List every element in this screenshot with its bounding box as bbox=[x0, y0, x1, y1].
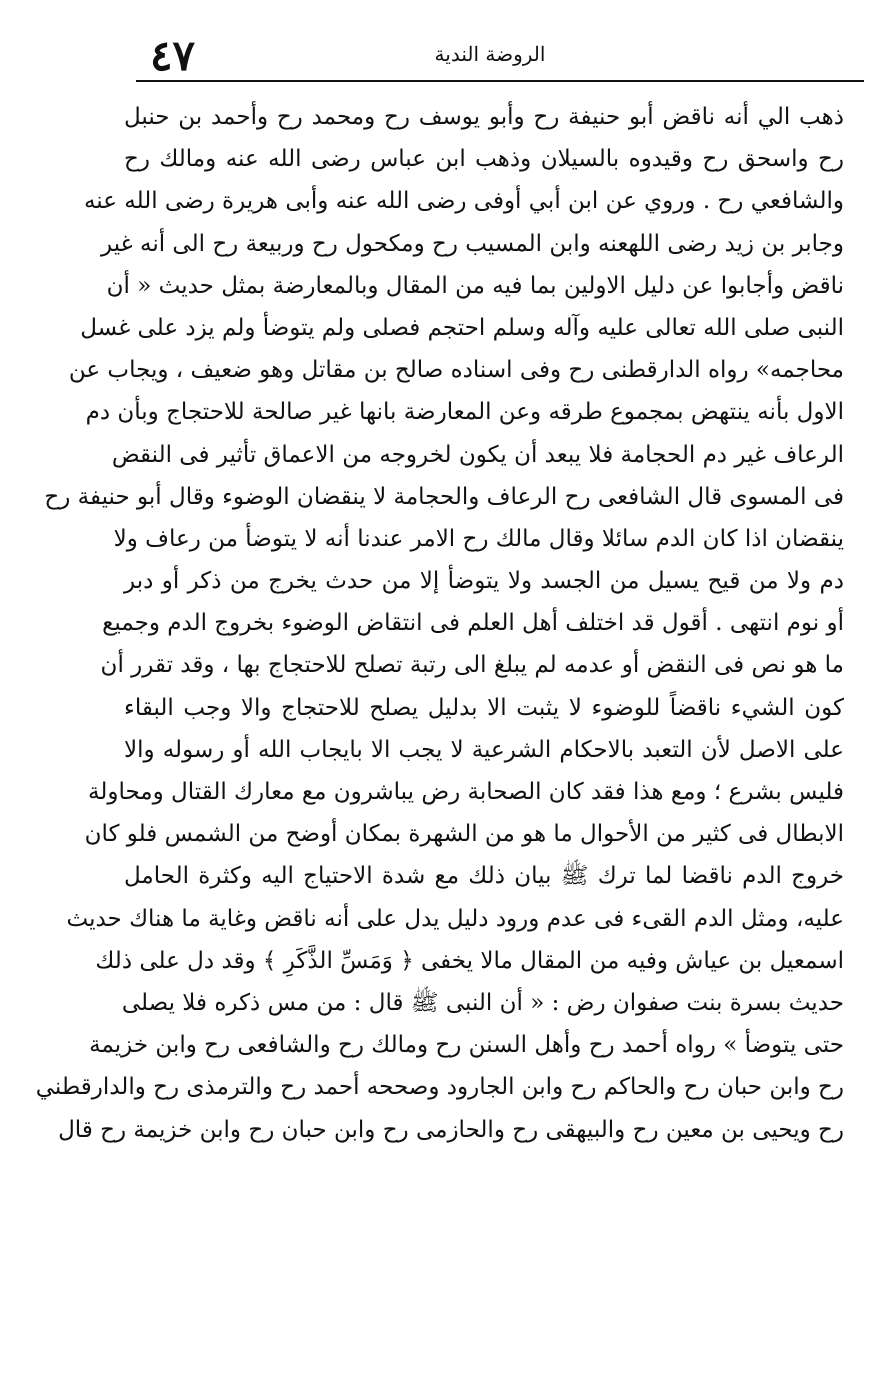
text-line: وجابر بن زيد رضى اللهعنه وابن المسيب رح ومكحول رح وربيعة رح الى أنه غير bbox=[101, 230, 844, 257]
text-line: خروج الدم ناقضا لما ترك ﷺ بيان ذلك مع شدة الاحتياج اليه وكثرة الحامل bbox=[124, 863, 844, 890]
text-line: ما هو نص فى النقض أو عدمه لم يبلغ الى رتبة تصلح للاحتجاج بها ، وقد تقرر أن bbox=[100, 652, 844, 679]
text-line: ينقضان اذا كان الدم سائلا وقال مالك رح الامر عندنا أنه لا يتوضأ من رعاف ولا bbox=[113, 525, 844, 552]
page-header bbox=[100, 30, 860, 82]
running-title: الروضة الندية bbox=[434, 42, 546, 66]
text-line: الاول بأنه ينتهض بمجموع طرقه وعن المعارضة بانها غير صالحة للاحتجاج وبأن دم bbox=[85, 399, 844, 426]
body-text bbox=[35, 96, 844, 1151]
text-line: كون الشيء ناقضاً للوضوء لا يثبت الا بدليل يصلح للاحتجاج والا وجب البقاء bbox=[124, 694, 844, 721]
text-line: النبى صلى الله تعالى عليه وآله وسلم احتجم فصلى ولم يتوضأ ولم يزد على غسل bbox=[80, 314, 844, 341]
page-number: ٤٧ bbox=[150, 31, 196, 80]
text-line: رح واسحق رح وقيدوه بالسيلان وذهب ابن عباس رضى الله عنه ومالك رح bbox=[124, 146, 844, 173]
text-line: ناقض وأجابوا عن دليل الاولين بما فيه من المقال وبالمعارضة بمثل حديث « أن bbox=[106, 272, 844, 299]
text-line: رح ويحيى بن معين رح والبيهقى رح والحازمى رح وابن حبان رح وابن خزيمة رح قال bbox=[58, 1116, 844, 1143]
text-line: على الاصل لأن التعبد بالاحكام الشرعية لا يجب الا بايجاب الله أو رسوله والا bbox=[124, 736, 844, 763]
text-line: فى المسوى قال الشافعى رح الرعاف والحجامة لا ينقضان الوضوء وقال أبو حنيفة رح bbox=[44, 483, 844, 510]
text-line: دم ولا من قيح يسيل من الجسد ولا يتوضأ إلا من حدث يخرج من ذكر أو دبر bbox=[124, 568, 844, 595]
text-line: الابطال فى كثير من الأحوال ما هو من الشهرة بمكان أوضح من الشمس فلو كان bbox=[84, 821, 844, 848]
text-line: حديث بسرة بنت صفوان رض : « أن النبى ﷺ قال : من مس ذكره فلا يصلى bbox=[121, 989, 844, 1016]
text-line: محاجمه» رواه الدارقطنى رح وفى اسناده صالح بن مقاتل وهو ضعيف ، ويجاب عن bbox=[68, 357, 844, 384]
text-line: أو نوم انتهى . أقول قد اختلف أهل العلم فى انتقاض الوضوء بخروج الدم وجميع bbox=[102, 610, 844, 637]
text-line: حتى يتوضأ » رواه أحمد رح وأهل السنن رح ومالك رح والشافعى رح وابن خزيمة bbox=[89, 1032, 844, 1059]
text-line: رح وابن حبان رح والحاكم رح وابن الجارود وصححه أحمد رح والترمذى رح والدارقطني bbox=[35, 1074, 844, 1101]
header-rule bbox=[136, 80, 864, 82]
text-line: الرعاف غير دم الحجامة فلا يبعد أن يكون لخروجه من الاعماق تأثير فى النقض bbox=[111, 441, 844, 468]
text-line: اسمعيل بن عياش وفيه من المقال مالا يخفى ﴿ وَمَسِّ الذَّكَرِ ﴾ وقد دل على ذلك bbox=[95, 947, 844, 974]
text-line: ذهب الي أنه ناقض أبو حنيفة رح وأبو يوسف رح ومحمد رح وأحمد بن حنبل bbox=[124, 104, 844, 130]
text-line: والشافعي رح . وروي عن ابن أبي أوفى رضى الله عنه وأبى هريرة رضى الله عنه bbox=[83, 188, 844, 215]
text-line: فليس بشرع ؛ ومع هذا فقد كان الصحابة رض يباشرون مع معارك القتال ومحاولة bbox=[88, 779, 844, 805]
text-line: عليه، ومثل الدم القىء فى عدم ورود دليل يدل على أنه ناقض وغاية ما هناك حديث bbox=[66, 905, 844, 932]
